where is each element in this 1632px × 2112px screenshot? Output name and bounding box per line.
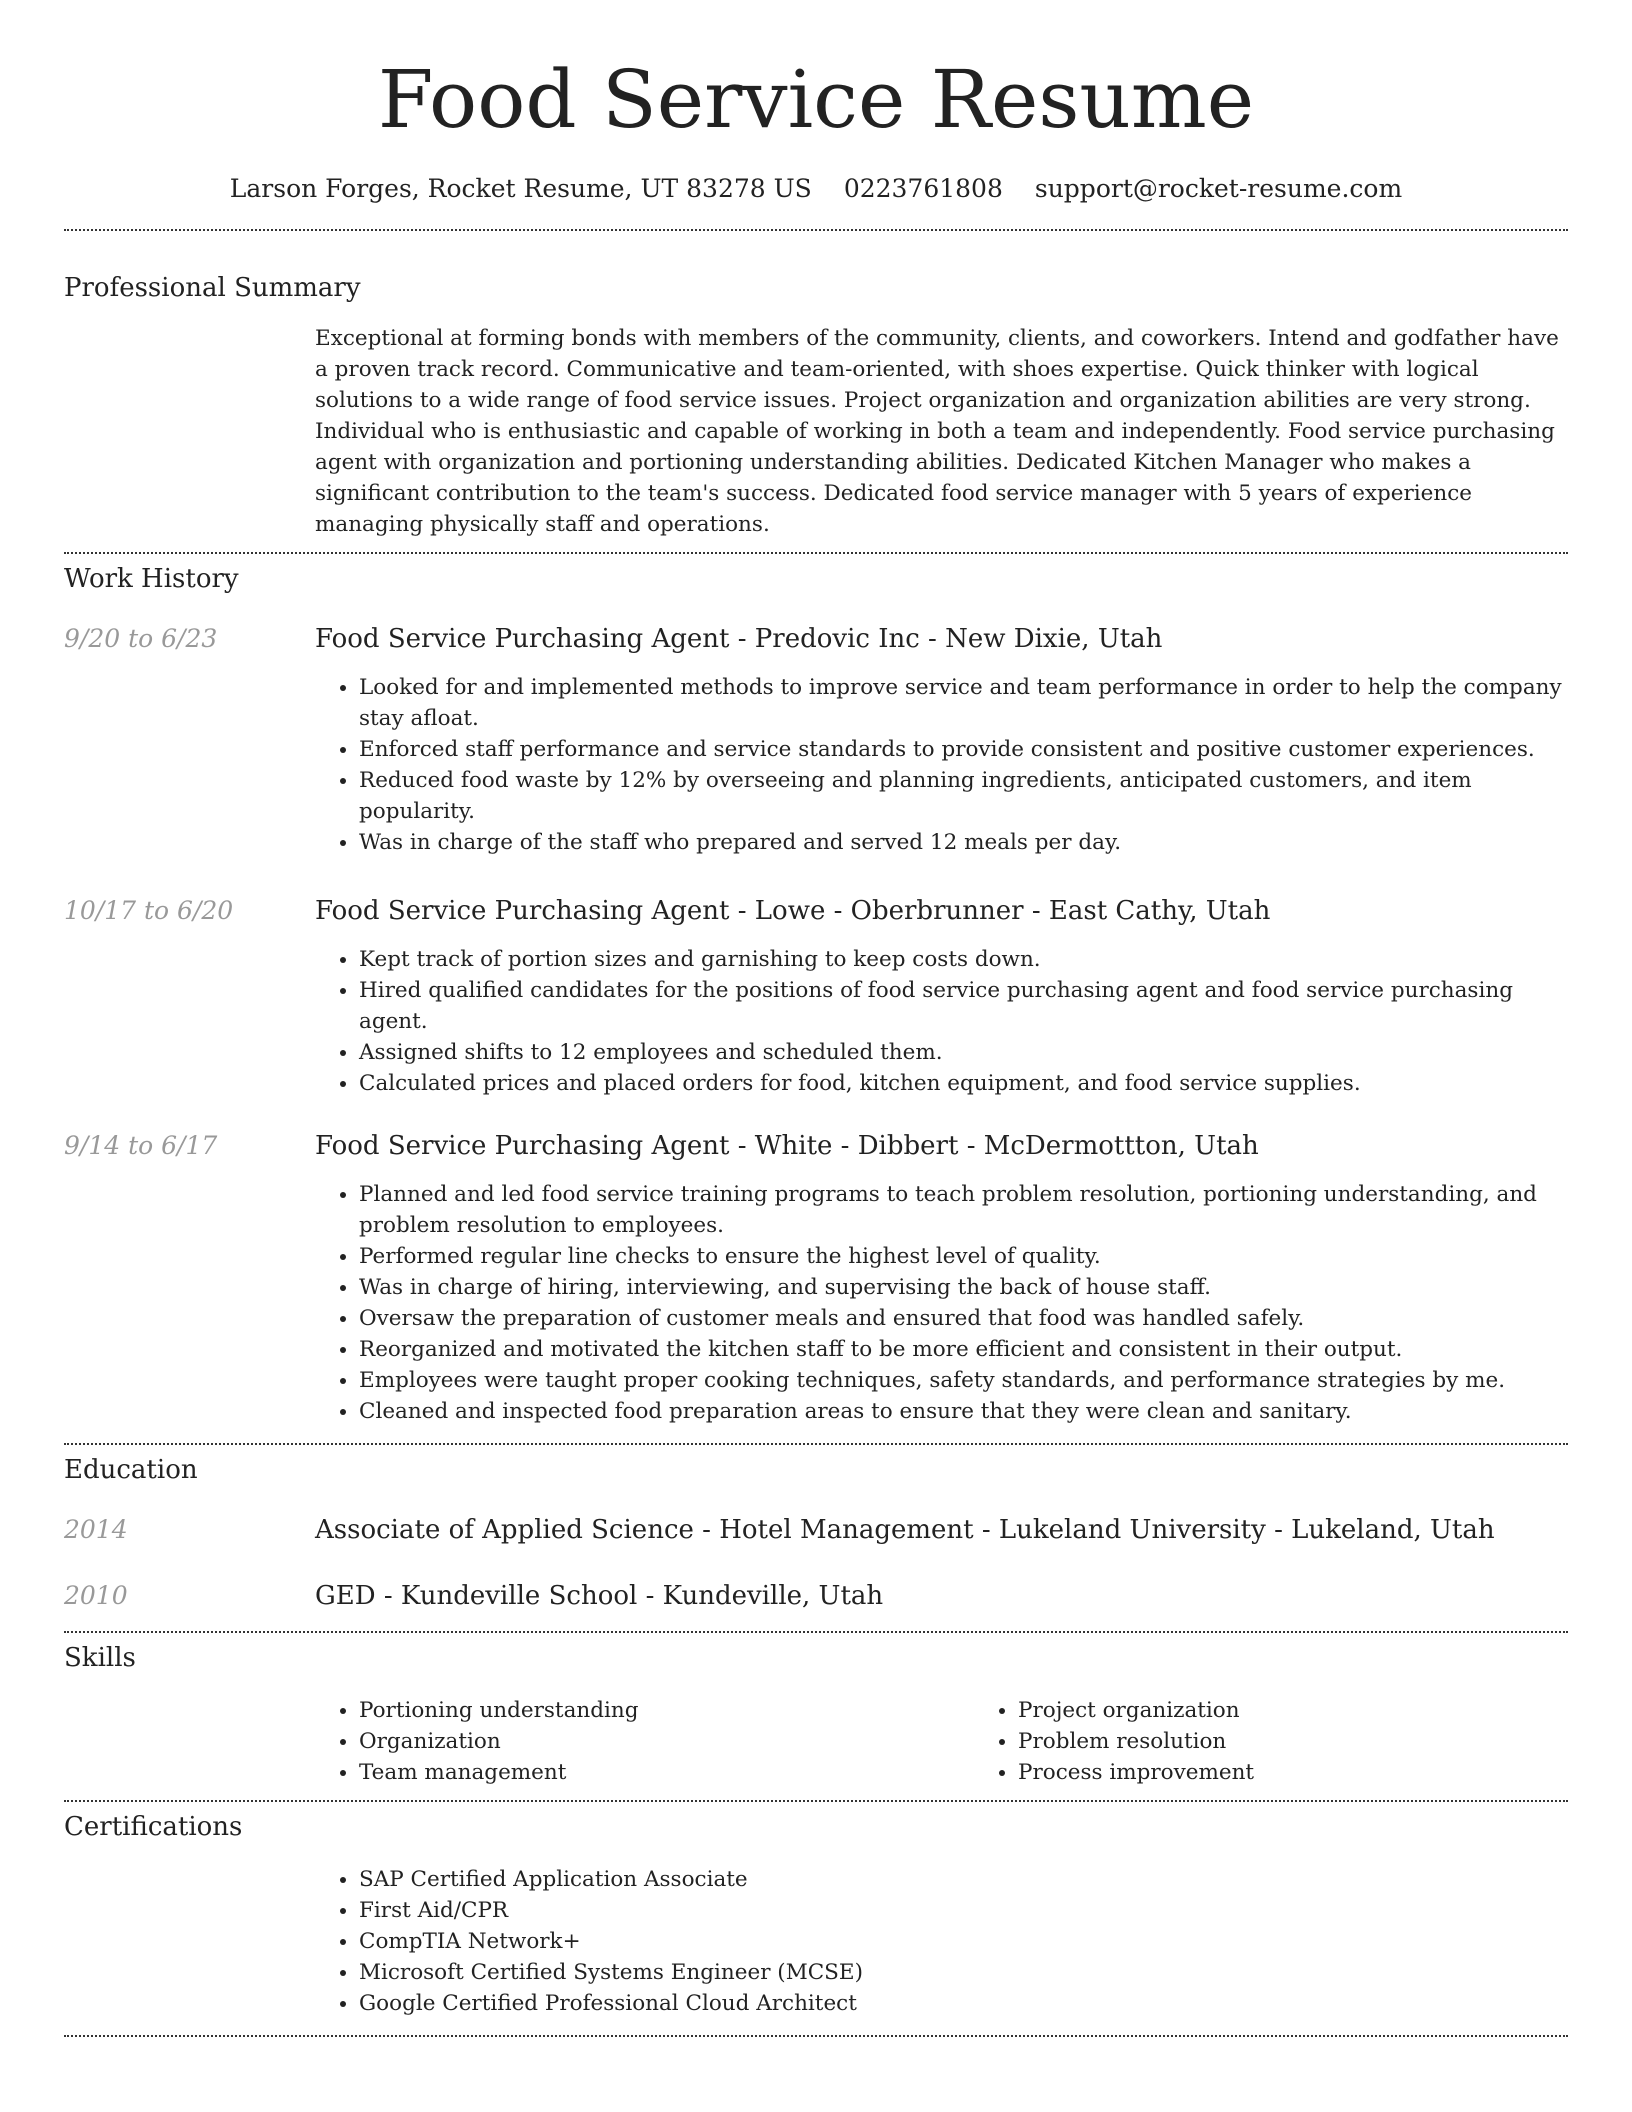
education-year: 2014: [64, 1515, 128, 1544]
list-item: • Problem resolution: [1018, 1726, 1632, 1757]
list-item: • CompTIA Network+: [359, 1926, 1568, 1957]
job-bullets: [315, 944, 1568, 1099]
job-title: Food Service Purchasing Agent - White - Dibbert - McDermottton, Utah: [315, 1131, 1259, 1161]
divider: [64, 552, 1568, 554]
list-item: • Hired qualified candidates for the positions of food service purchasing agent and food service purchasing agent.: [359, 975, 1568, 1037]
list-item: • Assigned shifts to 12 employees and scheduled them.: [359, 1037, 1568, 1068]
section-heading: Work History: [64, 564, 239, 594]
contact-phone: 0223761808: [843, 174, 1003, 203]
job-entry: [64, 624, 1568, 858]
list-item: • Oversaw the preparation of customer meals and ensured that food was handled safely.: [359, 1303, 1568, 1334]
contact-info: [0, 174, 1632, 203]
section-heading: Certifications: [64, 1812, 243, 1842]
education-school: - Lukeland University - Lukeland, Utah: [973, 1515, 1495, 1545]
list-item: • Project organization: [1018, 1695, 1632, 1726]
list-item: • Employees were taught proper cooking techniques, safety standards, and performance strategies by me.: [359, 1365, 1568, 1396]
certifications-spacer: [64, 1864, 315, 2019]
divider: [64, 1800, 1568, 1802]
skills-section: [64, 1643, 1568, 1788]
list-item: • Kept track of portion sizes and garnishing to keep costs down.: [359, 944, 1568, 975]
job-dates: 10/17 to 6/20: [64, 896, 234, 925]
education-entry: [64, 1515, 1568, 1545]
job-bullets: [315, 672, 1568, 858]
list-item: • Planned and led food service training programs to teach problem resolution, portioning understanding, and problem resolution to employees.: [359, 1179, 1568, 1241]
work-section: [64, 564, 1568, 1427]
list-item: • Looked for and implemented methods to improve service and team performance in order to help the company stay afloat.: [359, 672, 1568, 734]
skills-list-right: [974, 1695, 1632, 1788]
contact-email: support@rocket-resume.com: [1034, 174, 1403, 203]
list-item: • Was in charge of the staff who prepared and served 12 meals per day.: [359, 827, 1568, 858]
education-degree: GED: [315, 1581, 376, 1611]
list-item: • Process improvement: [1018, 1757, 1632, 1788]
job-entry: [64, 896, 1568, 1099]
job-entry: [64, 1131, 1568, 1427]
skills-spacer: [64, 1695, 315, 1788]
certifications-section: [64, 1812, 1568, 2019]
summary-section: [64, 273, 1568, 540]
list-item: • SAP Certified Application Associate: [359, 1864, 1568, 1895]
list-item: • Reduced food waste by 12% by overseeing and planning ingredients, anticipated customers, and item popularity.: [359, 765, 1568, 827]
education-degree: Associate of Applied Science - Hotel Management: [315, 1515, 974, 1545]
list-item: • Calculated prices and placed orders for food, kitchen equipment, and food service supplies.: [359, 1068, 1568, 1099]
list-item: • Microsoft Certified Systems Engineer (MCSE): [359, 1957, 1568, 1988]
job-dates: 9/20 to 6/23: [64, 624, 218, 653]
list-item: • Portioning understanding: [359, 1695, 974, 1726]
list-item: • Organization: [359, 1726, 974, 1757]
education-year: 2010: [64, 1581, 128, 1610]
contact-address: Larson Forges, Rocket Resume, UT 83278 US: [229, 174, 812, 203]
summary-spacer: [64, 323, 315, 540]
divider: [64, 1631, 1568, 1633]
education-section: [64, 1455, 1568, 1611]
education-entry: [64, 1581, 1568, 1611]
job-bullets: [315, 1179, 1568, 1427]
list-item: • First Aid/CPR: [359, 1895, 1568, 1926]
job-title: Food Service Purchasing Agent - Lowe - Oberbrunner - East Cathy, Utah: [315, 896, 1271, 926]
job-title: Food Service Purchasing Agent - Predovic Inc - New Dixie, Utah: [315, 624, 1163, 654]
list-item: • Team management: [359, 1757, 974, 1788]
list-item: • Was in charge of hiring, interviewing, and supervising the back of house staff.: [359, 1272, 1568, 1303]
education-school: - Kundeville School - Kundeville, Utah: [375, 1581, 884, 1611]
divider: [64, 1443, 1568, 1445]
list-item: • Google Certified Professional Cloud Architect: [359, 1988, 1568, 2019]
certifications-list: [315, 1864, 1568, 2019]
job-dates: 9/14 to 6/17: [64, 1131, 218, 1160]
divider: [64, 2035, 1568, 2037]
section-heading: Skills: [64, 1643, 136, 1673]
resume-title: Food Service Resume: [377, 53, 1255, 146]
list-item: • Enforced staff performance and service standards to provide consistent and positive customer experiences.: [359, 734, 1568, 765]
summary-text: Exceptional at forming bonds with members of the community, clients, and coworkers. Intend and godfather have a proven track record. Communicative and team-oriented, with shoes expertise. Quick thinker with logical solutions to a wide range of food service issues. Project organization and organization abilities are very strong. Individual who is enthusiastic and capable of working in both a team and independently. Food service purchasing agent with organization and portioning understanding abilities. Dedicated Kitchen Manager who makes a significant contribution to the team's success. Dedicated food service manager with 5 years of experience managing physically staff and operations.: [315, 326, 1559, 537]
skills-list-left: [315, 1695, 974, 1788]
list-item: • Cleaned and inspected food preparation areas to ensure that they were clean and sanitary.: [359, 1396, 1568, 1427]
divider: [64, 229, 1568, 231]
list-item: • Reorganized and motivated the kitchen staff to be more efficient and consistent in their output.: [359, 1334, 1568, 1365]
section-heading: Professional Summary: [64, 273, 361, 303]
section-heading: Education: [64, 1455, 198, 1485]
list-item: • Performed regular line checks to ensure the highest level of quality.: [359, 1241, 1568, 1272]
